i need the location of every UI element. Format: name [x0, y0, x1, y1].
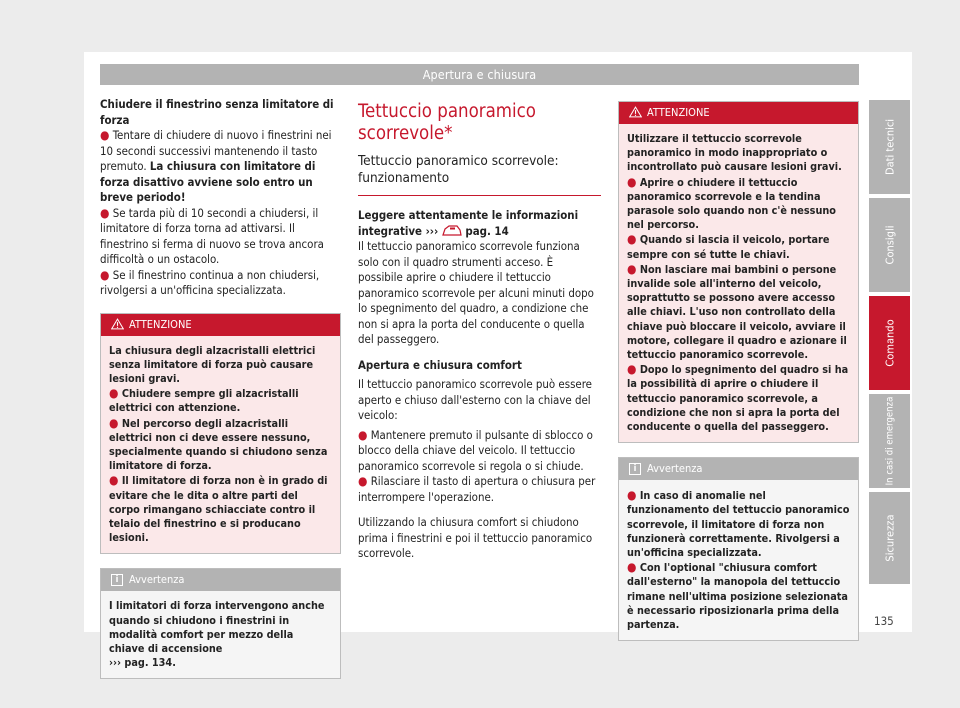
subtitle: Tettuccio panoramico scorrevole: funzionamento [358, 153, 559, 186]
bullet-icon: ● [100, 267, 110, 282]
warning-header: ATTENZIONE [101, 314, 340, 336]
column-3 [618, 101, 859, 641]
list-item: ● Se il finestrino continua a non chiudersi, rivolgersi a un'officina specializzata. [100, 267, 320, 297]
warning-box [100, 313, 341, 555]
paragraph: Il tettuccio panoramico scorrevole può essere aperto e chiuso dall'esterno con la chiave del veicolo: [358, 377, 592, 422]
bullet-icon: ● [358, 474, 368, 488]
list-item: ● Se tarda più di 10 secondi a chiudersi, il limitatore di forza torna ad attivarsi. Il finestrino si ferma di nuovo se trova ancora difficoltà o un ostacolo. [100, 205, 324, 266]
note-box [100, 568, 341, 679]
page-ref-link[interactable]: pag. 14 [461, 223, 509, 238]
page-ref-link[interactable]: ››› pag. 134. [109, 656, 176, 670]
bullet-icon: ● [100, 128, 110, 142]
tab-emergenza[interactable]: In casi di emergenza [869, 394, 910, 488]
info-icon: i [629, 463, 641, 475]
warning-body: Utilizzare il tettuccio scorrevole panoramico in modo inappropriato o incontrollato può causare lesioni gravi. ● Aprire o chiudere il tettuccio panoramico scorrevole e la tendina parasole solo quando non c'è nessuno nel percorso. ● Quando si lascia il veicolo, portare sempre con sé tutte le chiavi. ● Non lasciare mai bambini o persone invalide sole all'interno del veicolo, soprattutto se possono avere accesso alle chiavi. L'uso non controllato della chiave può bloccare il veicolo, avviare il motore, collegare il quadro e azionare il tettuccio panoramico scorrevole. ● Dopo lo spegnimento del quadro si ha la possibilità di aprire o chiudere il tettuccio panoramico scorrevole, a condizione che non si apra la porta del conducente o quella del passeggero. [619, 124, 858, 442]
note-header: i Avvertenza [619, 458, 858, 480]
page-number: 135 [874, 614, 894, 628]
paragraph: Il tettuccio panoramico scorrevole funziona solo con il quadro strumenti acceso. È possibile aprire o chiudere il tettuccio panoramico scorrevole per alcuni minuti dopo lo spegnimento del quadro, a condizione che non si apra la porta del conducente o quella del passeggero. [358, 239, 594, 346]
section-heading: Chiudere il finestrino senza limitatore di forza [100, 97, 334, 127]
tab-dati-tecnici[interactable]: Dati tecnici [869, 100, 910, 194]
tab-sicurezza[interactable]: Sicurezza [869, 492, 910, 584]
intro-text: Leggere attentamente le informazioni integrative ››› pag. 14 [358, 208, 579, 238]
note-box [618, 457, 859, 641]
note-header: i Avvertenza [101, 569, 340, 591]
page-title: Tettuccio panoramico scorrevole* [358, 101, 536, 144]
warning-box [618, 101, 859, 443]
bullet-icon: ● [358, 427, 368, 442]
note-body: I limitatori di forza intervengono anche quando si chiudono i finestrini in modalità comfort per mezzo della chiave di accensione ››› pag. 134. [101, 591, 340, 678]
warning-header: ATTENZIONE [619, 102, 858, 124]
tab-comando[interactable]: Comando [869, 296, 910, 390]
sunroof-car-icon [442, 224, 462, 237]
warning-body: La chiusura degli alzacristalli elettrici senza limitatore di forza può causare lesioni gravi. ● Chiudere sempre gli alzacristalli elettrici con attenzione. ● Nel percorso degli alzacristalli elettrici non ci deve essere nessuno, specialmente quando si chiudono senza limitatore di forza. ● Il limitatore di forza non è in grado di evitare che le dita o altre parti del corpo rimangano schiacciate contro il telaio del finestrino e si producano lesioni. [101, 336, 340, 554]
warning-triangle-icon [111, 318, 124, 330]
column-1 [100, 97, 341, 679]
column-2 [358, 101, 601, 562]
info-icon: i [111, 574, 123, 586]
tab-consigli[interactable]: Consigli [869, 198, 910, 292]
list-item: ● Tentare di chiudere di nuovo i finestrini nei 10 secondi successivi mantenendo il tasto premuto. La chiusura con limitatore di forza disattivo avviene solo entro un breve periodo! [100, 128, 332, 204]
subheading: Apertura e chiusura comfort [358, 357, 522, 372]
divider [358, 195, 601, 196]
note-body: ● In caso di anomalie nel funzionamento del tettuccio panoramico scorrevole, il limitatore di forza non funzionerà correttamente. Rivolgersi a un'officina specializzata. ● Con l'optional "chiusura comfort dall'esterno" la manopola del tettuccio rimane nell'ultima posizione selezionata è necessario riposizionarla prima della partenza. [619, 480, 858, 640]
list-item: ● Mantenere premuto il pulsante di sblocco o blocco della chiave del veicolo. Il tettuccio panoramico scorrevole si regola o si chiude. [358, 427, 593, 473]
list-item: ● Rilasciare il tasto di apertura o chiusura per interrompere l'operazione. [358, 474, 596, 504]
paragraph: Utilizzando la chiusura comfort si chiudono prima i finestrini e poi il tettuccio panoramico scorrevole. [358, 515, 593, 560]
section-header: Apertura e chiusura [100, 64, 859, 85]
warning-triangle-icon [629, 106, 642, 118]
bullet-icon: ● [100, 205, 110, 220]
